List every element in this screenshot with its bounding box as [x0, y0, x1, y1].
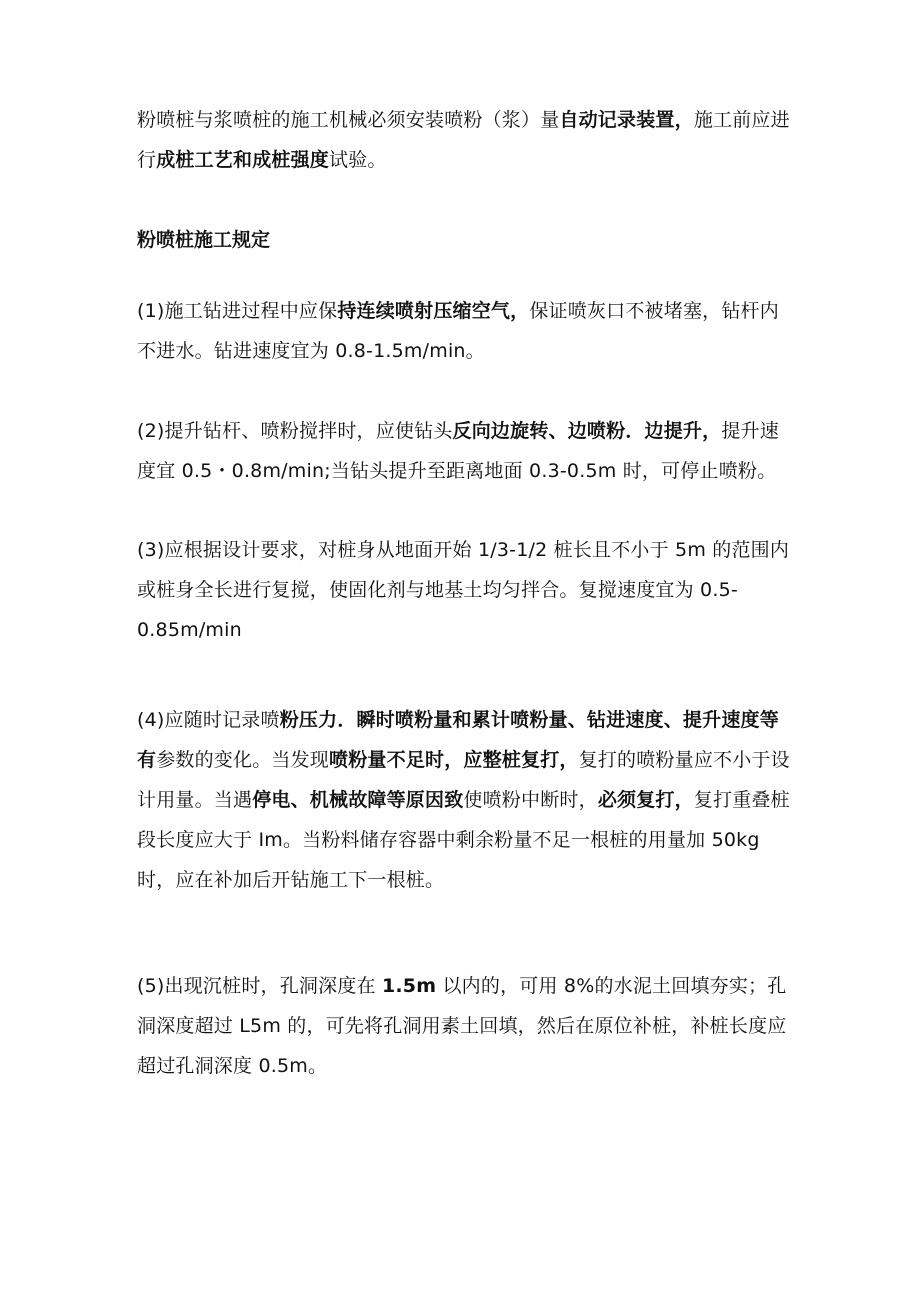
item-1-paragraph — [137, 291, 797, 371]
text-run: 保证喷灰口不被堵塞，钻杆内不进水。钻进速度宜为 0.8-1.5m∕min。 — [137, 300, 779, 362]
bold-text-run: 粉压力．瞬时喷粉量和累计喷粉量、钻进速度、提升速度等有 — [137, 709, 779, 771]
bold-text-run: 停电、机械故障等原因致 — [252, 789, 464, 811]
text-run: 提升速度宜 0.5・0.8m∕min;当钻头提升至距离地面 0.3-0.5m 时，可停止喷粉。 — [137, 420, 779, 482]
text-run: 使喷粉中断时， — [463, 789, 598, 811]
text-run: (4)应随时记录喷 — [137, 709, 280, 731]
bold-text-run: 成桩工艺和成桩强度 — [156, 149, 330, 171]
item-5-paragraph — [137, 966, 797, 1086]
bold-text-run: 必须复打， — [597, 789, 694, 811]
text-run: 参数的变化。当发现 — [156, 749, 330, 771]
text-run: (1)施工钻进过程中应保 — [137, 300, 338, 322]
section-heading: 粉喷桩施工规定 — [137, 229, 271, 251]
text-run: (5)出现沉桩时，孔洞深度在 — [137, 975, 382, 997]
intro-paragraph — [137, 100, 797, 180]
text-run: 复打重叠桩段长度应大于 Im。当粉料储存容器中剩余粉量不足一根桩的用量加 50kg 时，应在补加后开钻施工下一根桩。 — [137, 789, 790, 891]
text-run: 试验。 — [329, 149, 387, 171]
bold-text-run: 喷粉量不足时，应整桩复打， — [329, 749, 579, 771]
item-2-paragraph — [137, 411, 797, 491]
item-3-paragraph — [137, 530, 797, 650]
bold-text-run: 自动记录装置， — [559, 109, 694, 131]
text-run: 施工前应进行 — [137, 109, 790, 171]
text-run: 粉喷桩与浆喷桩的施工机械必须安装喷粉（浆）量 — [137, 109, 560, 131]
text-run: 以内的，可用 8%的水泥土回填夯实；孔洞深度超过 L5m 的，可先将孔洞用素土回填，然后在原位补桩，补桩长度应超过孔洞深度 0.5m。 — [137, 975, 787, 1077]
bold-text-run: 1.5m — [381, 975, 437, 997]
text-run: (2)提升钻杆、喷粉搅拌时，应使钻头 — [137, 420, 453, 442]
text-run: (3)应根据设计要求，对桩身从地面开始 1/3-1/2 桩长且不小于 5m 的范围内或桩身全长进行复搅，使固化剂与地基土均匀拌合。复搅速度宜为 0.5-0.85m∕min — [137, 539, 790, 641]
item-4-paragraph — [137, 700, 797, 900]
bold-text-run: 反向边旋转、边喷粉．边提升， — [452, 420, 722, 442]
bold-text-run: 持连续喷射压缩空气， — [337, 300, 530, 322]
text-run: 复打的喷粉量应不小于设计用量。当遇 — [137, 749, 790, 811]
